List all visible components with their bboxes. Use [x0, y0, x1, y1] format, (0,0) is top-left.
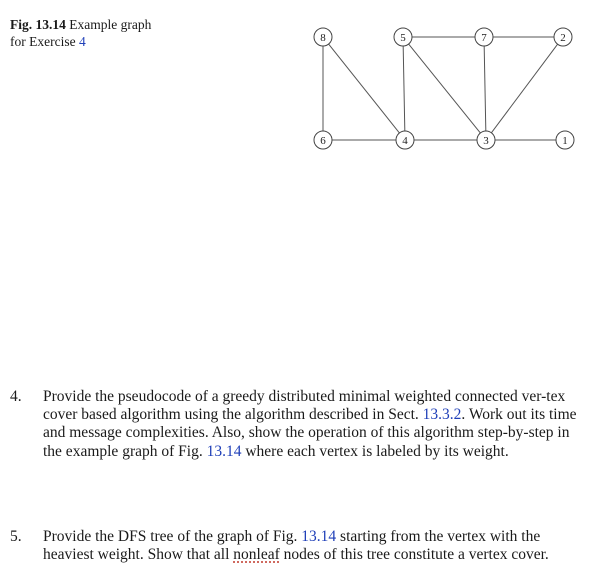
figure-link[interactable]: 13.14 — [206, 442, 242, 460]
graph-node-7 — [475, 28, 493, 46]
exercise-text — [43, 388, 590, 461]
node-label: 6 — [320, 135, 326, 147]
edge-5-3 — [409, 44, 481, 133]
figure-title: Example graph — [69, 17, 152, 32]
node-label: 1 — [562, 135, 568, 147]
exercise-text-part: where each vertex is labeled by its weight. — [245, 442, 509, 460]
figure-link[interactable]: 13.14 — [301, 528, 337, 545]
figure-title-line2: for Exercise — [10, 34, 76, 49]
edge-8-4 — [329, 44, 400, 133]
edge-2-3 — [491, 44, 557, 133]
node-label: 3 — [483, 135, 489, 147]
node-label: 4 — [402, 135, 408, 147]
node-label: 5 — [400, 32, 406, 44]
graph-node-1 — [556, 131, 574, 149]
exercise-4 — [10, 388, 590, 461]
graph-node-3 — [477, 131, 495, 149]
exercise-text-part: . Work out its time and message complexities. Also, show the operation of this algorithm step-by-step in the example graph of Fig. — [43, 406, 577, 460]
exercise-text — [43, 528, 590, 564]
node-label: 2 — [560, 32, 566, 44]
spellcheck-underlined-word: nonleaf — [233, 546, 280, 564]
edge-5-4 — [403, 46, 405, 131]
figure-label: Fig. 13.14 — [10, 17, 66, 32]
node-label: 7 — [481, 32, 487, 44]
exercise-text-part: starting from the vertex with the heaviest weight. Show that all — [43, 528, 541, 564]
exercise-link[interactable]: 4 — [78, 34, 86, 49]
edge-7-3 — [484, 46, 486, 131]
section-link[interactable]: 13.3.2 — [422, 406, 462, 424]
graph-node-5 — [394, 28, 412, 46]
graph-node-4 — [396, 131, 414, 149]
example-graph — [0, 0, 606, 170]
exercise-number: 4. — [10, 388, 22, 405]
graph-node-6 — [314, 131, 332, 149]
exercise-5 — [10, 528, 590, 564]
graph-node-2 — [554, 28, 572, 46]
exercise-text-part: nodes of this tree constitute a vertex cover. — [283, 546, 549, 564]
graph-edges — [323, 37, 558, 140]
exercise-number: 5. — [10, 528, 22, 545]
exercise-text-part: Provide the DFS tree of the graph of Fig. — [43, 528, 298, 545]
exercise-text-part: Provide the pseudocode of a greedy distributed minimal weighted connected ver-tex cover based algorithm using the algorithm described in Sect. — [43, 388, 566, 424]
graph-node-8 — [314, 28, 332, 46]
node-label: 8 — [320, 32, 326, 44]
